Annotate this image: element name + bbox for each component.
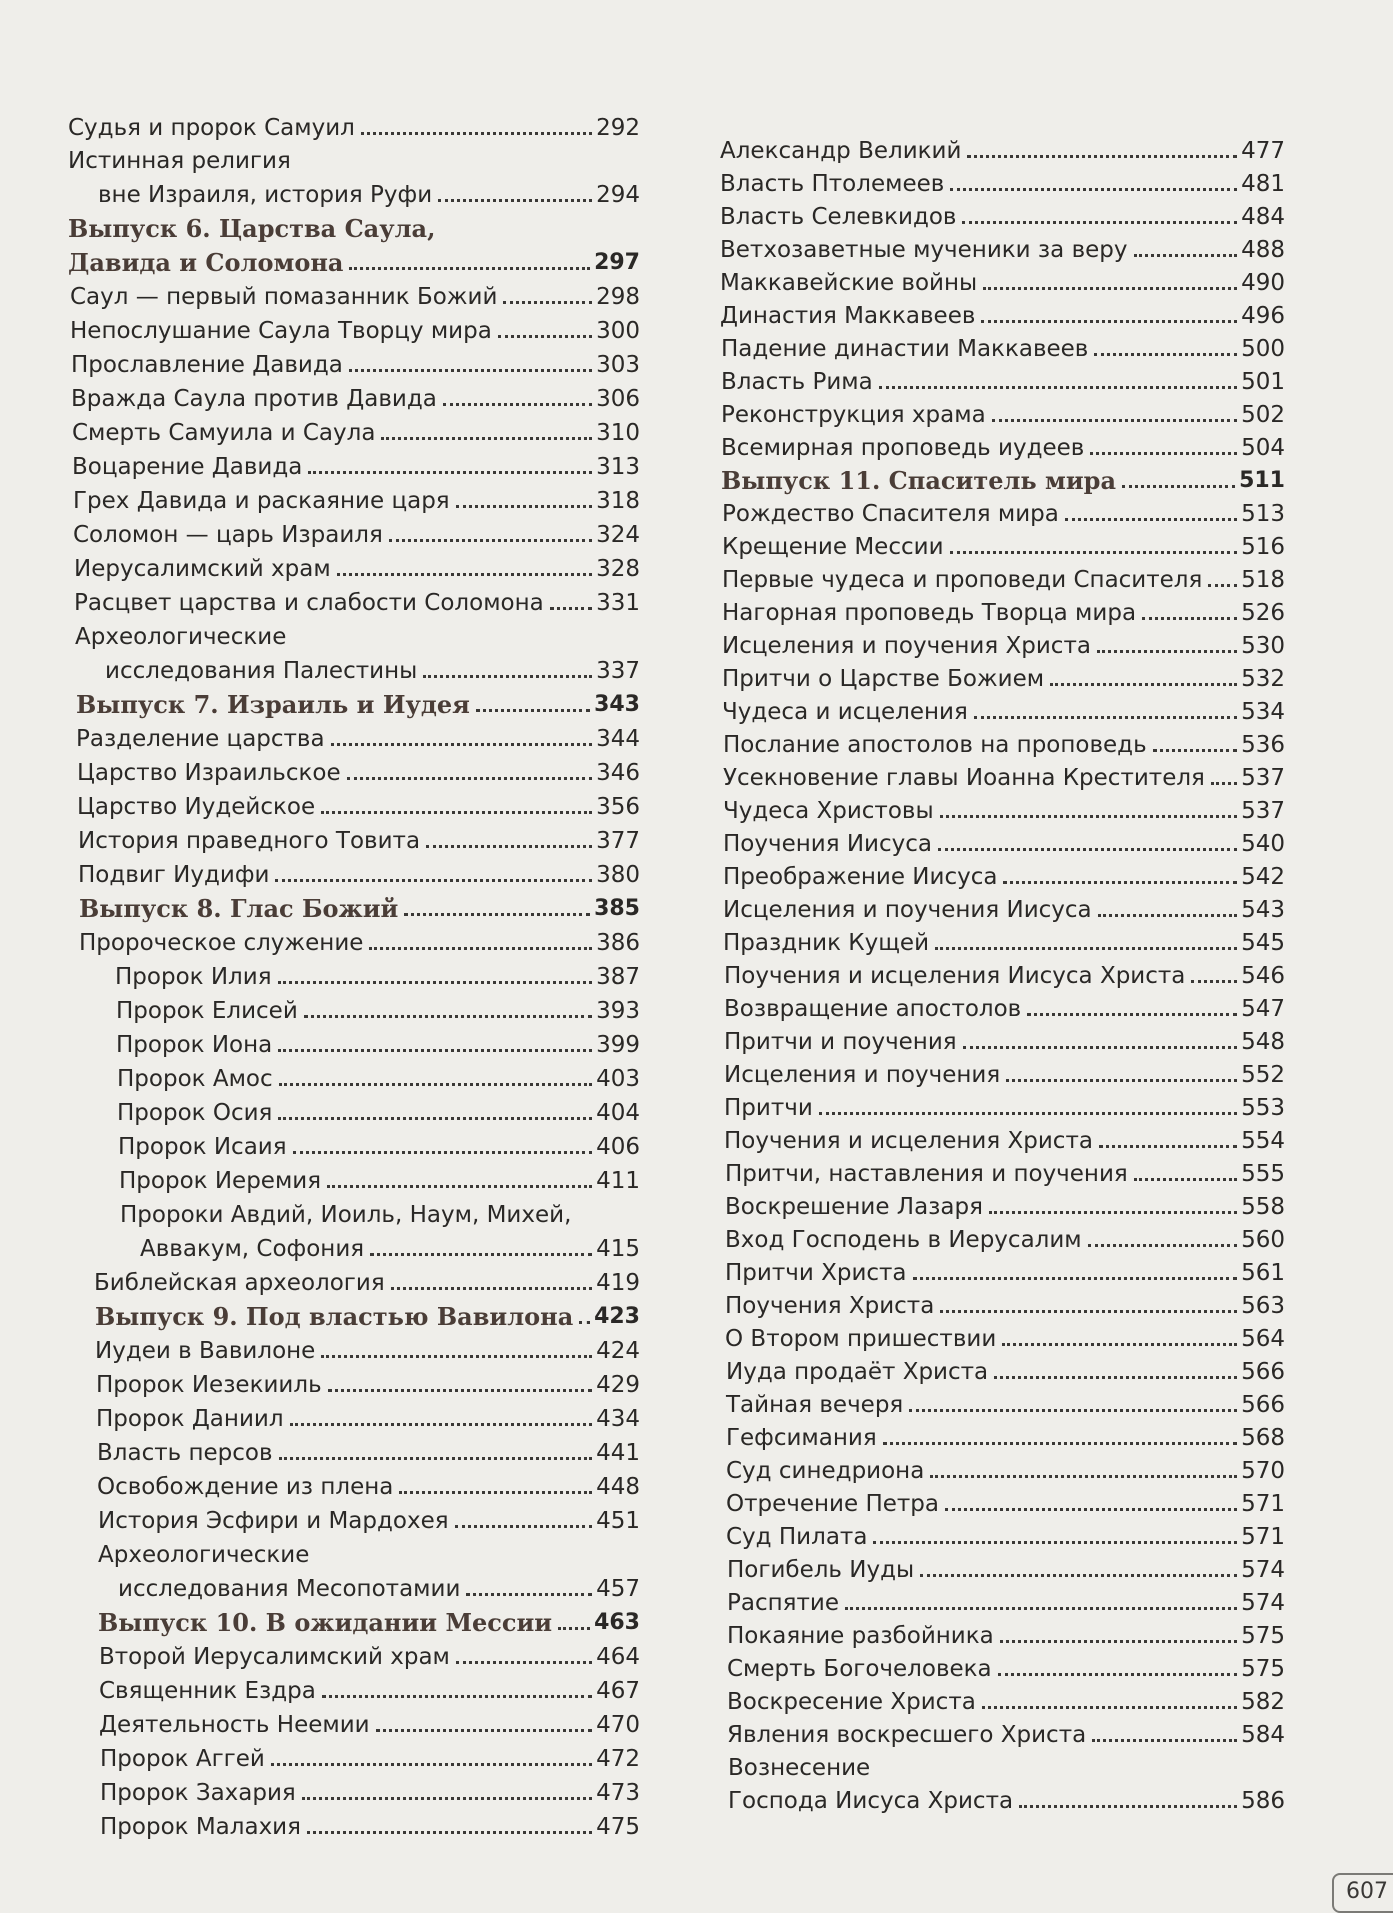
- toc-entry: Суд синедриона 570: [726, 1458, 1285, 1484]
- toc-entry: Исцеления и поучения 552: [724, 1062, 1285, 1088]
- toc-entry: Второй Иерусалимский храм 464: [99, 1644, 640, 1670]
- toc-entry: Расцвет царства и слабости Соломона 331: [74, 590, 640, 616]
- toc-entry: Библейская археология 419: [94, 1270, 640, 1296]
- toc-entry: Господа Иисуса Христа 586: [728, 1788, 1285, 1814]
- toc-entry: Падение династии Маккавеев 500: [721, 336, 1285, 362]
- toc-entry: Покаяние разбойника 575: [727, 1623, 1285, 1649]
- toc-entry: Чудеса Христовы 537: [723, 798, 1285, 824]
- toc-section-heading: Выпуск 11. Спаситель мира 511: [721, 466, 1285, 495]
- toc-entry: Пророк Захария 473: [100, 1780, 640, 1806]
- toc-entry: Пророк Иеремия 411: [119, 1168, 640, 1194]
- toc-entry: Пророк Осия 404: [117, 1100, 640, 1126]
- toc-entry: Пророк Аггей 472: [100, 1746, 640, 1772]
- toc-entry: История Эсфири и Мардохея 451: [98, 1508, 640, 1534]
- toc-entry: Праздник Кущей 545: [723, 930, 1285, 956]
- toc-entry: Саул — первый помазанник Божий 298: [70, 284, 640, 310]
- toc-entry: Пророческое служение 386: [79, 930, 640, 956]
- toc-entry: Усекновение главы Иоанна Крестителя 537: [723, 765, 1285, 791]
- toc-entry: Александр Великий 477: [720, 138, 1285, 164]
- toc-entry: Гефсимания 568: [726, 1425, 1285, 1451]
- toc-entry: Исцеления и поучения Христа 530: [722, 633, 1285, 659]
- toc-entry: Маккавейские войны 490: [720, 270, 1285, 296]
- toc-entry: Ветхозаветные мученики за веру 488: [720, 237, 1285, 263]
- toc-entry: История праведного Товита 377: [78, 828, 640, 854]
- toc-entry: Пророк Елисей 393: [116, 998, 640, 1024]
- toc-entry: Суд Пилата 571: [726, 1524, 1285, 1550]
- toc-entry: Археологические: [98, 1542, 310, 1568]
- toc-entry: Власть Рима 501: [721, 369, 1285, 395]
- toc-entry: Пророк Даниил 434: [96, 1406, 640, 1432]
- toc-entry: Поучения Христа 563: [725, 1293, 1285, 1319]
- toc-section-heading: Выпуск 6. Царства Саула,: [68, 214, 436, 243]
- toc-entry: Поучения и исцеления Христа 554: [724, 1128, 1285, 1154]
- toc-entry: Исцеления и поучения Иисуса 543: [723, 897, 1285, 923]
- toc-entry: Иудеи в Вавилоне 424: [95, 1338, 640, 1364]
- toc-section-heading: Выпуск 10. В ожидании Мессии 463: [98, 1608, 640, 1637]
- toc-entry: Воцарение Давида 313: [72, 454, 640, 480]
- toc-entry: Распятие 574: [727, 1590, 1285, 1616]
- toc-entry: Пророк Илия 387: [115, 964, 640, 990]
- toc-entry: Истинная религия: [68, 148, 291, 174]
- toc-entry: Священник Ездра 467: [99, 1678, 640, 1704]
- toc-entry: Освобождение из плена 448: [97, 1474, 640, 1500]
- toc-entry: Иуда продаёт Христа 566: [726, 1359, 1285, 1385]
- toc-entry: Поучения и исцеления Иисуса Христа 546: [724, 963, 1285, 989]
- toc-entry: Непослушание Саула Творцу мира 300: [70, 318, 640, 344]
- toc-entry: Притчи 553: [724, 1095, 1285, 1121]
- toc-entry: Рождество Спасителя мира 513: [722, 501, 1285, 527]
- toc-section-heading: Выпуск 7. Израиль и Иудея 343: [76, 690, 640, 719]
- toc-entry: Притчи Христа 561: [725, 1260, 1285, 1286]
- toc-entry: Вознесение: [728, 1755, 871, 1781]
- toc-entry: Грех Давида и раскаяние царя 318: [73, 488, 640, 514]
- toc-entry: Прославление Давида 303: [71, 352, 640, 378]
- toc-entry: Вражда Саула против Давида 306: [71, 386, 640, 412]
- toc-entry: Нагорная проповедь Творца мира 526: [722, 600, 1285, 626]
- toc-entry: Явления воскресшего Христа 584: [727, 1722, 1285, 1748]
- toc-entry: Пророк Амос 403: [117, 1066, 640, 1092]
- toc-entry: Власть Птолемеев 481: [720, 171, 1285, 197]
- toc-entry: Возвращение апостолов 547: [724, 996, 1285, 1022]
- toc-entry: Власть персов 441: [97, 1440, 640, 1466]
- toc-entry: Погибель Иуды 574: [727, 1557, 1285, 1583]
- toc-section-heading: Выпуск 9. Под властью Вавилона 423: [95, 1302, 640, 1331]
- toc-entry: Чудеса и исцеления 534: [722, 699, 1285, 725]
- toc-entry: Смерть Самуила и Саула 310: [72, 420, 640, 446]
- toc-entry: Царство Израильское 346: [77, 760, 640, 786]
- toc-entry: О Втором пришествии 564: [725, 1326, 1285, 1352]
- toc-entry: Пророк Иона 399: [116, 1032, 640, 1058]
- toc-entry: Притчи и поучения 548: [724, 1029, 1285, 1055]
- toc-entry: Археологические: [75, 624, 287, 650]
- toc-entry: Подвиг Иудифи 380: [78, 862, 640, 888]
- toc-entry: Послание апостолов на проповедь 536: [723, 732, 1285, 758]
- toc-entry: Притчи, наставления и поучения 555: [725, 1161, 1285, 1187]
- toc-entry: Соломон — царь Израиля 324: [73, 522, 640, 548]
- toc-entry: Притчи о Царстве Божием 532: [722, 666, 1285, 692]
- toc-entry: Судья и пророк Самуил 292: [68, 115, 640, 141]
- toc-entry: Тайная вечеря 566: [726, 1392, 1285, 1418]
- toc-entry: вне Израиля, история Руфи 294: [98, 182, 640, 208]
- toc-entry: Преображение Иисуса 542: [723, 864, 1285, 890]
- toc-entry: Смерть Богочеловека 575: [727, 1656, 1285, 1682]
- toc-entry: Деятельность Неемии 470: [99, 1712, 640, 1738]
- toc-entry: Поучения Иисуса 540: [723, 831, 1285, 857]
- toc-entry: Разделение царства 344: [76, 726, 640, 752]
- toc-entry: Всемирная проповедь иудеев 504: [721, 435, 1285, 461]
- toc-entry: Воскресение Христа 582: [727, 1689, 1285, 1715]
- toc-section-heading: Выпуск 8. Глас Божий 385: [79, 894, 640, 923]
- toc-entry: исследования Палестины 337: [105, 658, 640, 684]
- toc-entry: Первые чудеса и проповеди Спасителя 518: [722, 567, 1285, 593]
- toc-entry: Пророк Иезекииль 429: [96, 1372, 640, 1398]
- toc-entry: Воскрешение Лазаря 558: [725, 1194, 1285, 1220]
- toc-entry: Реконструкция храма 502: [721, 402, 1285, 428]
- toc-entry: Власть Селевкидов 484: [720, 204, 1285, 230]
- page-number: 607: [1332, 1873, 1393, 1913]
- toc-entry: Крещение Мессии 516: [722, 534, 1285, 560]
- toc-entry: Пророки Авдий, Иоиль, Наум, Михей,: [120, 1202, 572, 1228]
- toc-entry: Династия Маккавеев 496: [720, 303, 1285, 329]
- toc-entry: Иерусалимский храм 328: [74, 556, 640, 582]
- toc-entry: Аввакум, Софония 415: [140, 1236, 640, 1262]
- toc-entry: исследования Месопотамии 457: [118, 1576, 640, 1602]
- toc-entry: Отречение Петра 571: [726, 1491, 1285, 1517]
- toc-entry: Царство Иудейское 356: [77, 794, 640, 820]
- toc-section-heading: Давида и Соломона 297: [68, 248, 640, 277]
- toc-entry: Пророк Малахия 475: [100, 1814, 640, 1840]
- toc-entry: Вход Господень в Иерусалим 560: [725, 1227, 1285, 1253]
- toc-entry: Пророк Исаия 406: [118, 1134, 640, 1160]
